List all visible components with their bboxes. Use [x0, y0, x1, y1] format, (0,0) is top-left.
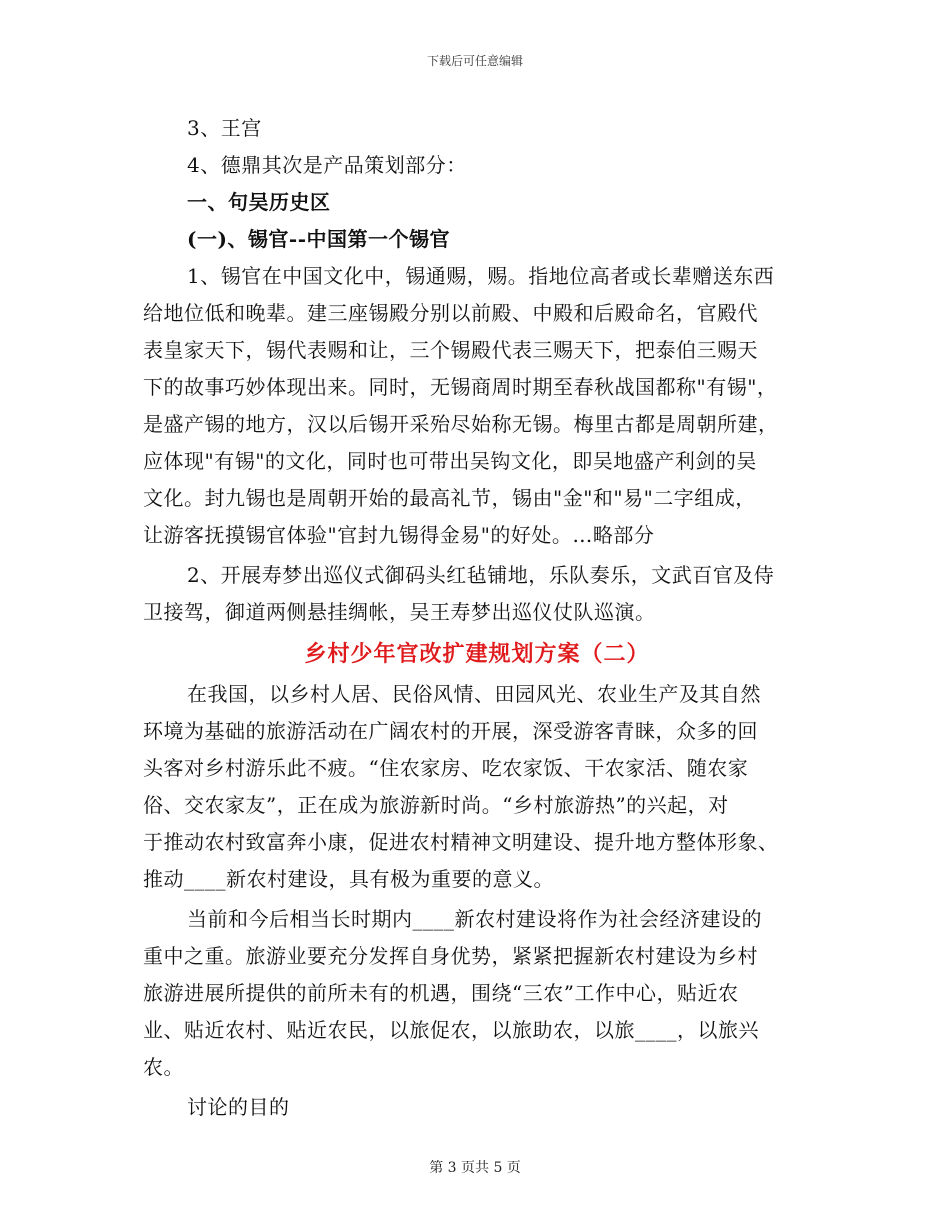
- text-line: 是盛产锡的地方，汉以后锡开采殆尽始称无锡。梅里古都是周朝所建，: [143, 412, 779, 436]
- header-note: 下载后可任意编辑: [426, 54, 523, 68]
- list-item-3: 3、王宫: [187, 116, 262, 140]
- text-line: 卫接驾，御道两侧悬挂绸帐，吴王寿梦出巡仪仗队巡演。: [143, 600, 656, 624]
- text-line: 头客对乡村游乐此不疲。“住农家房、吃农家饭、干农家活、随农家: [143, 756, 749, 780]
- text-line: 应体现"有锡"的文化，同时也可带出吴钩文化，即吴地盛产利剑的吴: [143, 449, 757, 473]
- paragraph-3: [143, 676, 811, 898]
- text-line: 俗、交农家友”，正在成为旅游新时尚。“乡村旅游热”的兴起，对: [143, 793, 729, 817]
- heading-section-1: 一、句吴历史区: [187, 190, 331, 214]
- text-line: 下的故事巧妙体现出来。同时，无锡商周时期至春秋战国都称"有锡"，: [143, 375, 778, 399]
- document-body: [143, 110, 811, 1126]
- paragraph-4: [143, 901, 811, 1086]
- list-item-4: 4、德鼎其次是产品策划部分：: [187, 153, 467, 177]
- text-line: 重中之重。旅游业要充分发挥自身优势，紧紧把握新农村建设为乡村: [143, 944, 758, 968]
- text-line: 环境为基础的旅游活动在广阔农村的开展，深受游客青睐，众多的回: [143, 719, 758, 743]
- text-line: 1、锡官在中国文化中，锡通赐，赐。指地位高者或长辈赠送东西: [187, 264, 775, 288]
- text-line: 当前和今后相当长时期内____新农村建设将作为社会经济建设的: [187, 907, 762, 931]
- paragraph-2: [143, 557, 811, 631]
- text-line: 于推动农村致富奔小康，促进农村精神文明建设、提升地方整体形象、: [143, 830, 779, 854]
- text-line: 推动____新农村建设，具有极为重要的意义。: [143, 867, 554, 891]
- text-line: 在我国，以乡村人居、民俗风情、田园风光、农业生产及其自然: [187, 682, 761, 706]
- paragraph-1: [143, 258, 811, 554]
- section-title: 乡村少年官改扩建规划方案（二）: [304, 641, 650, 667]
- text-line: 农。: [143, 1055, 184, 1079]
- text-line: 表皇家天下，锡代表赐和让，三个锡殿代表三赐天下，把泰伯三赐天: [143, 338, 758, 362]
- text-line: 文化。封九锡也是周朝开始的最高礼节，锡由"金"和"易"二字组成，: [143, 486, 756, 510]
- paragraph-5: 讨论的目的: [187, 1095, 290, 1119]
- text-line: 业、贴近农村、贴近农民，以旅促农，以旅助农，以旅____，以旅兴: [143, 1018, 759, 1042]
- text-line: 给地位低和晚辈。建三座锡殿分别以前殿、中殿和后殿命名，官殿代: [143, 301, 758, 325]
- heading-subsection-1: (一)、锡官--中国第一个锡官: [187, 227, 451, 251]
- text-line: 让游客抚摸锡官体验"官封九锡得金易"的好处。…略部分: [143, 523, 655, 547]
- text-line: 2、开展寿梦出巡仪式御码头红毡铺地，乐队奏乐，文武百官及侍: [187, 563, 775, 587]
- text-line: 旅游进展所提供的前所未有的机遇，围绕“三农”工作中心，贴近农: [143, 981, 739, 1005]
- page-number: 第 3 页共 5 页: [429, 1160, 521, 1176]
